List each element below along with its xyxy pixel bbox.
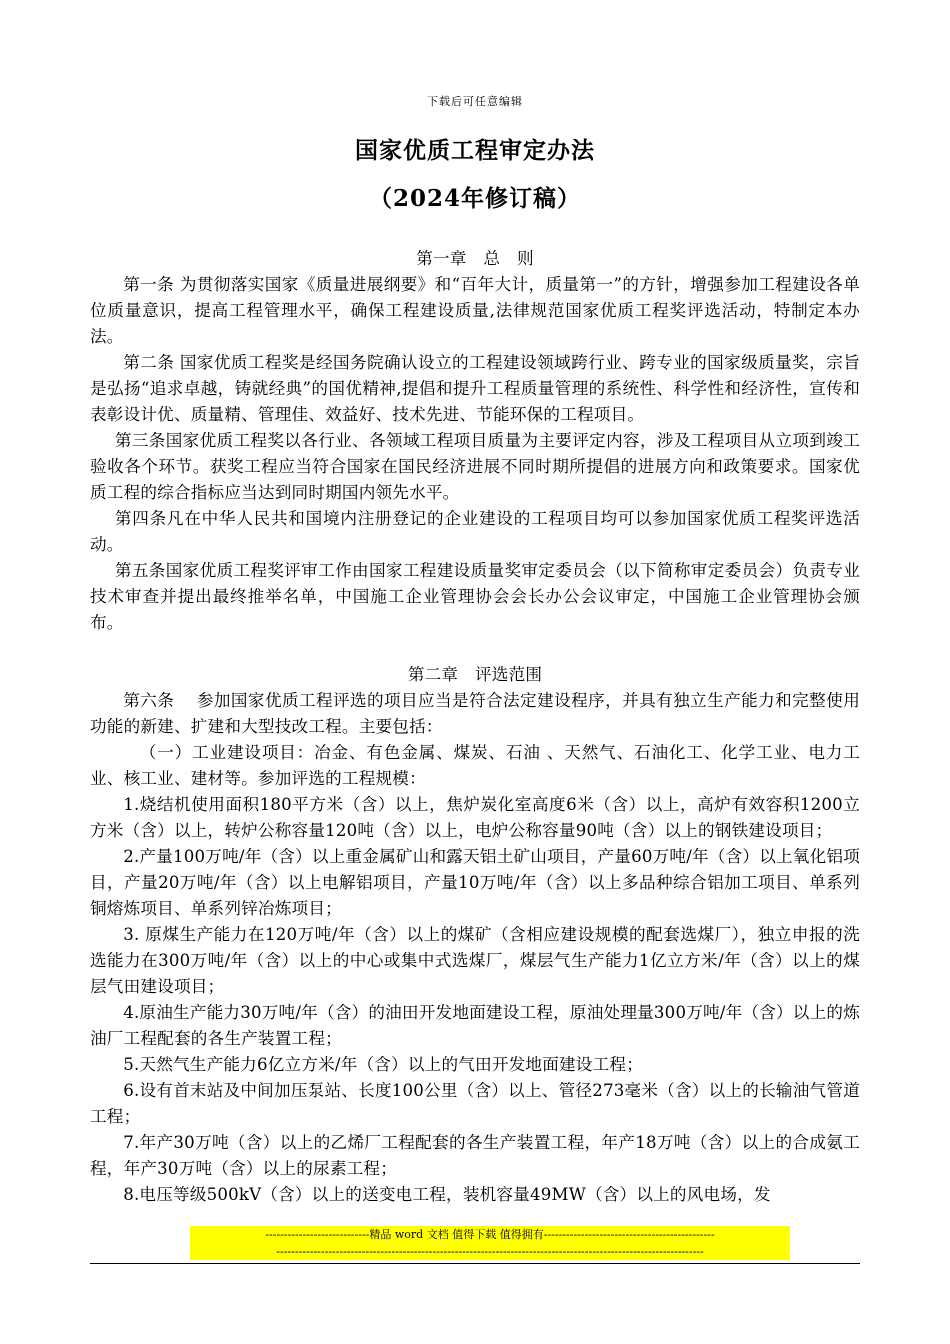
article-paragraph: 第二条 国家优质工程奖是经国务院确认设立的工程建设领域跨行业、跨专业的国家级质量奖，宗旨是弘扬“追求卓越，铸就经典”的国优精神,提倡和提升工程质量管理的系统性、科学性和经济性，宣传和表彰设计优、质量精、管理佳、效益好、技术先进、节能环保的工程项目。 bbox=[90, 353, 860, 424]
article-paragraph: 第一条 为贯彻落实国家《质量进展纲要》和“百年大计，质量第一”的方针，增强参加工程建设各单位质量意识，提高工程管理水平，确保工程建设质量,法律规范国家优质工程奖评选活动，特制定本办法。 bbox=[90, 275, 860, 346]
footer-line-2: ------------------------------------------------------------------------------------------------------------------- bbox=[276, 1245, 704, 1258]
document-title: 国家优质工程审定办法 bbox=[355, 137, 595, 164]
list-item: 1.烧结机使用面积180平方米（含）以上，焦炉炭化室高度6米（含）以上，高炉有效容积1200立方米（含）以上，转炉公称容量120吨（含）以上，电炉公称容量90吨（含）以上的钢铁建设项目； bbox=[90, 795, 860, 840]
article-paragraph: （一）工业建设项目：冶金、有色金属、煤炭、石油 、天然气、石油化工、化学工业、电力工业、核工业、建材等。参加评选的工程规模： bbox=[90, 743, 860, 788]
chapter-heading: 第一章 总 则 bbox=[416, 249, 534, 268]
list-item: 5.天然气生产能力6亿立方米/年（含）以上的气田开发地面建设工程； bbox=[123, 1055, 643, 1074]
article-paragraph: 第四条凡在中华人民共和国境内注册登记的企业建设的工程项目均可以参加国家优质工程奖评选活动。 bbox=[90, 509, 860, 554]
header-note: 下载后可任意编辑 bbox=[427, 95, 523, 108]
footer-banner bbox=[190, 1226, 790, 1260]
article-paragraph: 第六条 参加国家优质工程评选的项目应当是符合法定建设程序，并具有独立生产能力和完整使用功能的新建、扩建和大型技改工程。主要包括： bbox=[90, 691, 860, 736]
chapter-heading: 第二章 评选范围 bbox=[407, 665, 543, 684]
list-item: 6.设有首末站及中间加压泵站、长度100公里（含）以上、管径273毫米（含）以上的长输油气管道工程； bbox=[90, 1081, 860, 1126]
list-item: 4.原油生产能力30万吨/年（含）的油田开发地面建设工程，原油处理量300万吨/年（含）以上的炼油厂工程配套的各生产装置工程； bbox=[90, 1003, 860, 1048]
article-paragraph: 第三条国家优质工程奖以各行业、各领域工程项目质量为主要评定内容，涉及工程项目从立项到竣工验收各个环节。获奖工程应当符合国家在国民经济进展不同时期所提倡的进展方向和政策要求。国家优质工程的综合指标应当达到同时期国内领先水平。 bbox=[90, 431, 860, 502]
section-spacer bbox=[90, 636, 860, 662]
list-item: 3. 原煤生产能力在120万吨/年（含）以上的煤矿（含相应建设规模的配套选煤厂），独立申报的洗选能力在300万吨/年（含）以上的中心或集中式选煤厂，煤层气生产能力1亿立方米/年（含）以上的煤层气田建设项目； bbox=[90, 925, 860, 996]
document-body bbox=[90, 246, 860, 1208]
footer-line-1: ----------------------------精品 word 文档 值得下载 值得拥有---------------------------------------------- bbox=[265, 1228, 715, 1241]
footer-divider bbox=[90, 1263, 860, 1264]
list-item: 2.产量100万吨/年（含）以上重金属矿山和露天铝土矿山项目，产量60万吨/年（含）以上氧化铝项目，产量20万吨/年（含）以上电解铝项目，产量10万吨/年（含）以上多品种综合铝加工项目、单系列铜熔炼项目、单系列锌冶炼项目； bbox=[90, 847, 860, 918]
list-item: 7.年产30万吨（含）以上的乙烯厂工程配套的各生产装置工程，年产18万吨（含）以上的合成氨工程，年产30万吨（含）以上的尿素工程； bbox=[90, 1133, 860, 1178]
article-paragraph: 第五条国家优质工程奖评审工作由国家工程建设质量奖审定委员会（以下简称审定委员会）负责专业技术审查并提出最终推举名单，中国施工企业管理协会会长办公会议审定，中国施工企业管理协会颁布。 bbox=[90, 561, 860, 632]
document-subtitle: （2024年修订稿） bbox=[368, 185, 581, 212]
list-item: 8.电压等级500kV（含）以上的送变电工程，装机容量49MW（含）以上的风电场，发 bbox=[123, 1185, 771, 1204]
